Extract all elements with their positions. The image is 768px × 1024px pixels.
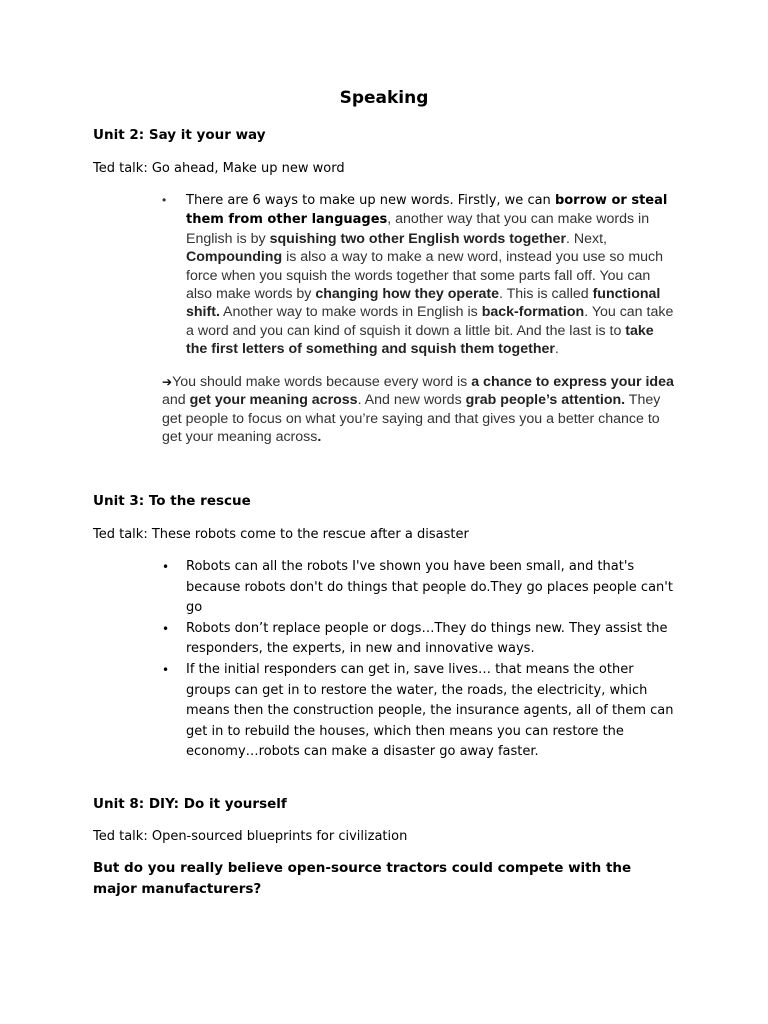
unit2-heading: Unit 2: Say it your way (93, 127, 266, 143)
list-item: • Robots don’t replace people or dogs…They do things new. They assist the responders, the experts, in new and innovative ways. (162, 620, 668, 657)
unit8-heading: Unit 8: DIY: Do it yourself (93, 796, 287, 812)
unit2-summary-paragraph: ➔You should make words because every word is a chance to express your idea and get your meaning across. And new words grab people’s attention. They get people to focus on what you’re saying and that gives you a better chance to get your meaning across. (162, 374, 674, 446)
unit3-bullet-list (162, 557, 677, 763)
arrow-icon: ➔ (162, 375, 173, 389)
unit2-ted-talk: Ted talk: Go ahead, Make up new word (93, 161, 345, 176)
unit3-heading: Unit 3: To the rescue (93, 493, 251, 509)
bullet-icon: • (162, 193, 167, 207)
bullet-icon: • (162, 662, 170, 677)
bullet-icon: • (162, 621, 170, 636)
list-item: • There are 6 ways to make up new words. Firstly, we can borrow or steal them from other languages, another way that you can make words in English is by squishing two other English words together. Next, Compounding is also a way to make a new word, instead you use so much force when you squish the words together that some parts fall off. You can also make words by changing how they operate. This is called functional shift. Another way to make words in English is back-formation. You can take a word and you can kind of squish it down a little bit. And the last is to take the first letters of something and squish them together. (162, 193, 674, 358)
list-item: • If the initial responders can get in, save lives… that means the other groups can get in to restore the water, the roads, the electricity, which means then the construction people, the insurance agents, all of them can get in to rebuild the houses, which then means you can restore the economy…robots can make a disaster go away faster. (162, 661, 674, 760)
page-title: Speaking (339, 88, 429, 108)
unit8-question: But do you really believe open-source tractors could compete with the major manufacturers? (93, 860, 632, 897)
unit8-ted-talk: Ted talk: Open-sourced blueprints for civilization (93, 829, 408, 844)
unit3-ted-talk: Ted talk: These robots come to the rescue after a disaster (93, 527, 469, 542)
unit2-bullet-list (162, 191, 677, 359)
list-item: • Robots can all the robots I've shown you have been small, and that's because robots don't do things that people do.They go places people can't go (162, 559, 673, 616)
bullet-icon: • (162, 560, 170, 574)
